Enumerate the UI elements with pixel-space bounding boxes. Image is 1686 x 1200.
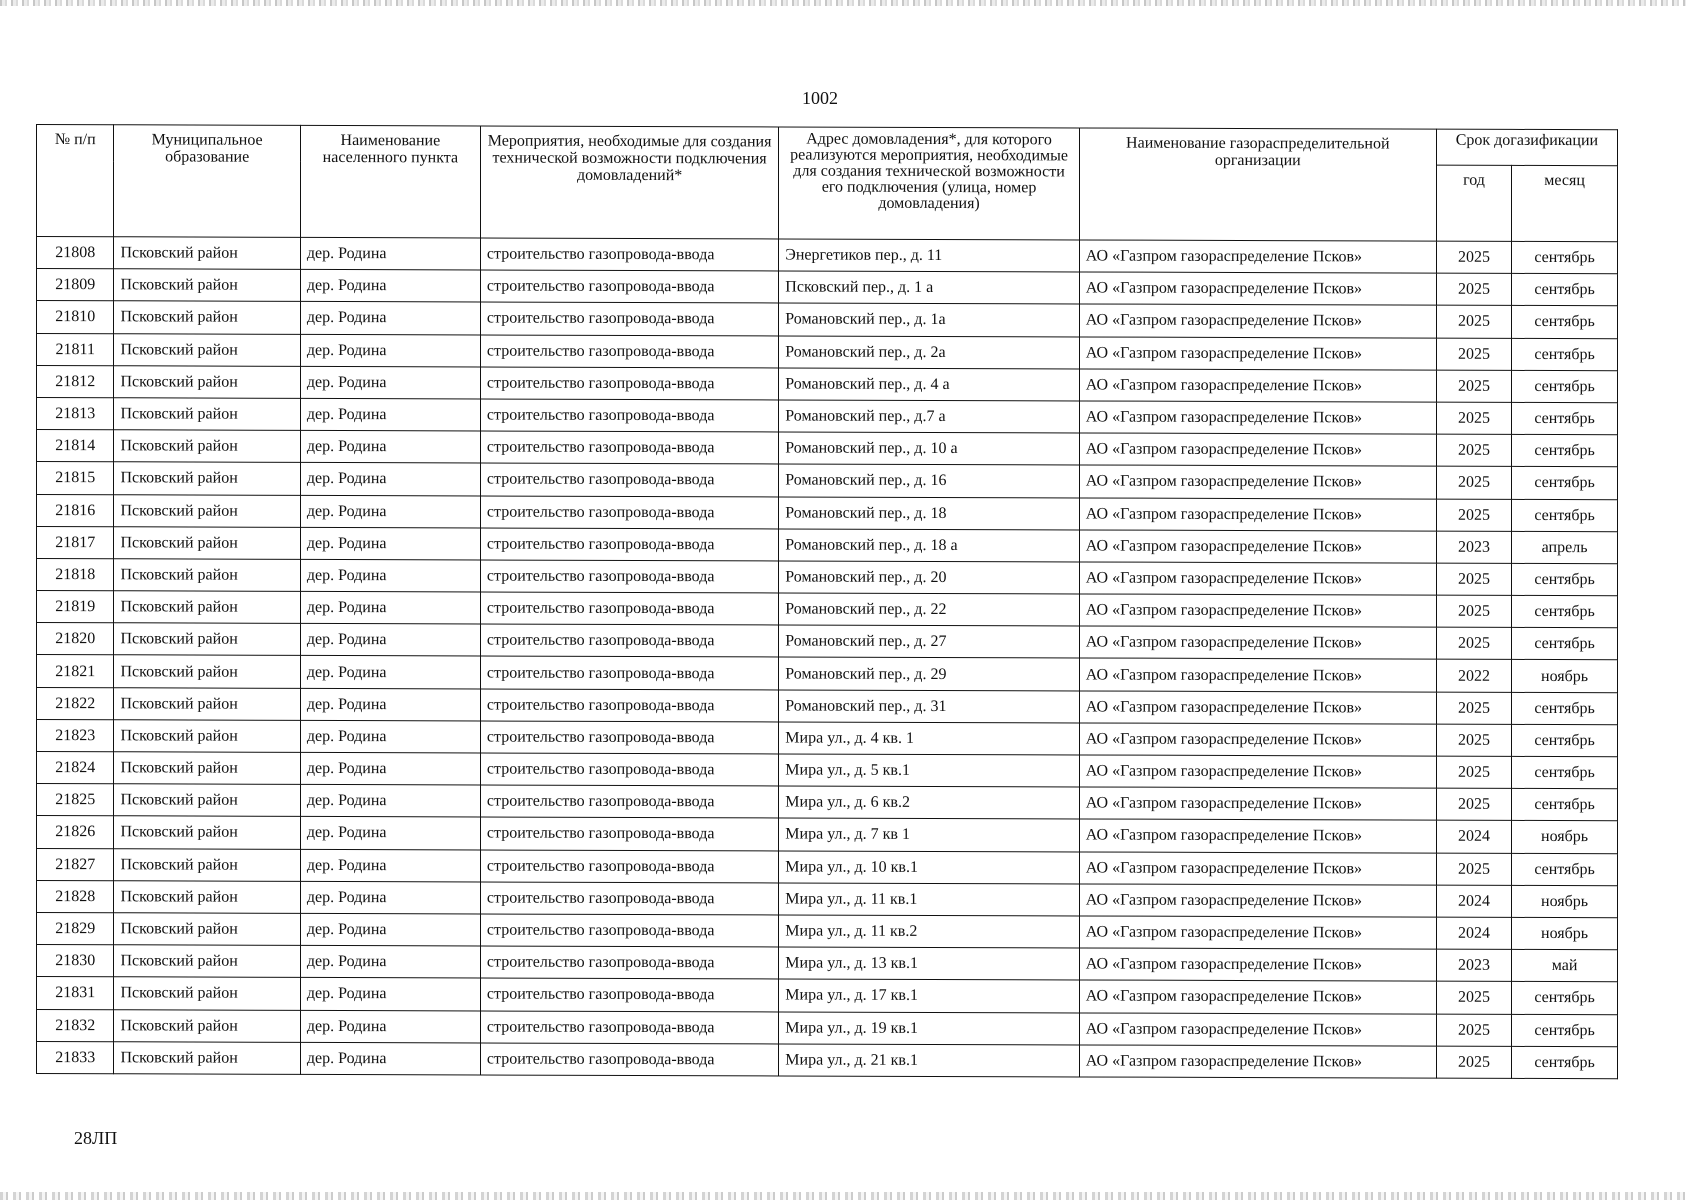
table-row [37,945,1618,982]
address-cell: Мира ул., д. 21 кв.1 [779,1044,1079,1077]
measure-cell: строительство газопровода-ввода [480,238,778,271]
municipality-cell: Псковский район [114,1041,300,1074]
year-cell: 2023 [1436,531,1511,563]
row-number: 21827 [37,848,114,880]
measure-cell: строительство газопровода-ввода [480,302,778,335]
address-cell: Романовский пер., д. 29 [779,657,1079,690]
organization-cell: АО «Газпром газораспределение Псков» [1079,497,1436,530]
measure-cell: строительство газопровода-ввода [480,946,778,979]
header-term: Срок догазификации [1436,129,1617,166]
address-cell: Мира ул., д. 5 кв.1 [779,754,1079,787]
row-number: 21828 [37,880,114,912]
month-cell: ноябрь [1512,917,1618,950]
organization-cell: АО «Газпром газораспределение Псков» [1079,240,1436,273]
address-cell: Мира ул., д. 13 кв.1 [779,947,1079,980]
settlement-cell: дер. Родина [300,946,480,979]
table-row [37,1009,1618,1046]
organization-cell: АО «Газпром газораспределение Псков» [1079,819,1436,852]
month-cell: сентябрь [1512,435,1618,468]
month-cell: сентябрь [1512,1046,1618,1079]
month-cell: ноябрь [1512,660,1618,693]
year-cell: 2025 [1436,853,1511,885]
organization-cell: АО «Газпром газораспределение Псков» [1079,948,1436,981]
table-row [37,687,1618,724]
address-cell: Мира ул., д. 10 кв.1 [779,851,1079,884]
table-row [37,333,1618,370]
row-number: 21811 [37,333,114,365]
measure-cell: строительство газопровода-ввода [480,592,778,625]
organization-cell: АО «Газпром газораспределение Псков» [1079,594,1436,627]
page-number: 1002 [802,88,838,108]
header-address: Адрес домовладения*, для которого реализуются мероприятия, необходимые для создания технической возможности его подключения (улица, номер домовладения) [779,127,1079,240]
year-cell: 2025 [1436,1046,1511,1078]
measure-cell: строительство газопровода-ввода [480,560,778,593]
settlement-cell: дер. Родина [300,688,480,721]
measure-cell: строительство газопровода-ввода [480,689,778,722]
month-cell: сентябрь [1512,563,1618,596]
month-cell: сентябрь [1512,789,1618,822]
settlement-cell: дер. Родина [300,913,480,946]
row-number: 21832 [37,1009,114,1041]
organization-cell: АО «Газпром газораспределение Псков» [1079,433,1436,466]
row-number: 21823 [37,719,114,751]
address-cell: Романовский пер., д. 20 [779,561,1079,594]
table-row [37,558,1618,595]
municipality-cell: Псковский район [114,752,300,785]
month-cell: сентябрь [1512,692,1618,725]
municipality-cell: Псковский район [114,687,300,720]
row-number: 21822 [37,687,114,719]
organization-cell: АО «Газпром газораспределение Псков» [1079,755,1436,788]
footer-code: 28ЛП [74,1128,118,1148]
address-cell: Мира ул., д. 19 кв.1 [779,1011,1079,1044]
measure-cell: строительство газопровода-ввода [480,335,778,368]
year-cell: 2025 [1436,434,1511,466]
organization-cell: АО «Газпром газораспределение Псков» [1079,530,1436,563]
year-cell: 2025 [1436,981,1511,1013]
organization-cell: АО «Газпром газораспределение Псков» [1079,691,1436,724]
month-cell: сентябрь [1512,370,1618,403]
month-cell: сентябрь [1512,595,1618,628]
row-number: 21813 [37,397,114,429]
table-row [37,397,1618,434]
year-cell: 2025 [1436,499,1511,531]
measure-cell: строительство газопровода-ввода [480,399,778,432]
header-year: год [1436,165,1511,241]
settlement-cell: дер. Родина [300,624,480,657]
month-cell: сентябрь [1512,499,1618,532]
settlement-cell: дер. Родина [300,463,480,496]
measure-cell: строительство газопровода-ввода [480,721,778,754]
table-row [37,1041,1618,1078]
organization-cell: АО «Газпром газораспределение Псков» [1079,723,1436,756]
organization-cell: АО «Газпром газораспределение Псков» [1079,369,1436,402]
measure-cell: строительство газопровода-ввода [480,463,778,496]
table-row [37,816,1618,853]
table-row [37,784,1618,821]
measure-cell: строительство газопровода-ввода [480,978,778,1011]
municipality-cell: Псковский район [114,848,300,881]
row-number: 21816 [37,494,114,526]
row-number: 21812 [37,365,114,397]
year-cell: 2025 [1436,595,1511,627]
municipality-cell: Псковский район [114,720,300,753]
address-cell: Романовский пер., д.7 а [779,400,1079,433]
year-cell: 2025 [1436,338,1511,370]
row-number: 21831 [37,977,114,1009]
address-cell: Мира ул., д. 11 кв.2 [779,915,1079,948]
settlement-cell: дер. Родина [300,270,480,303]
table-row [37,462,1618,499]
month-cell: сентябрь [1512,306,1618,339]
municipality-cell: Псковский район [114,623,300,656]
table-row [37,848,1618,885]
settlement-cell: дер. Родина [300,849,480,882]
table-header [37,125,1618,242]
measure-cell: строительство газопровода-ввода [480,817,778,850]
settlement-cell: дер. Родина [300,881,480,914]
measure-cell: строительство газопровода-ввода [480,914,778,947]
year-cell: 2025 [1436,241,1511,273]
month-cell: сентябрь [1512,756,1618,789]
row-number: 21820 [37,623,114,655]
measure-cell: строительство газопровода-ввода [480,785,778,818]
row-number: 21815 [37,462,114,494]
address-cell: Мира ул., д. 4 кв. 1 [779,722,1079,755]
year-cell: 2025 [1436,788,1511,820]
header-num: № п/п [37,125,114,237]
settlement-cell: дер. Родина [300,591,480,624]
organization-cell: АО «Газпром газораспределение Псков» [1079,980,1436,1013]
header-organization: Наименование газораспределительной организации [1079,128,1436,241]
municipality-cell: Псковский район [114,816,300,849]
municipality-cell: Псковский район [114,366,300,399]
table-body [37,237,1618,1079]
organization-cell: АО «Газпром газораспределение Псков» [1079,658,1436,691]
table-row [37,623,1618,660]
settlement-cell: дер. Родина [300,366,480,399]
table-row [37,752,1618,789]
month-cell: сентябрь [1512,338,1618,371]
organization-cell: АО «Газпром газораспределение Псков» [1079,465,1436,498]
address-cell: Романовский пер., д. 18 а [779,529,1079,562]
year-cell: 2025 [1436,1014,1511,1046]
municipality-cell: Псковский район [114,333,300,366]
municipality-cell: Псковский район [114,591,300,624]
settlement-cell: дер. Родина [300,720,480,753]
table-row [37,591,1618,628]
municipality-cell: Псковский район [114,269,300,302]
table-row [37,430,1618,467]
row-number: 21829 [37,912,114,944]
settlement-cell: дер. Родина [300,752,480,785]
municipality-cell: Псковский район [114,977,300,1010]
settlement-cell: дер. Родина [300,334,480,367]
year-cell: 2025 [1436,756,1511,788]
settlement-cell: дер. Родина [300,1010,480,1043]
municipality-cell: Псковский район [114,462,300,495]
row-number: 21824 [37,752,114,784]
table-row [37,269,1618,306]
measure-cell: строительство газопровода-ввода [480,367,778,400]
organization-cell: АО «Газпром газораспределение Псков» [1079,626,1436,659]
municipality-cell: Псковский район [114,881,300,914]
municipality-cell: Псковский район [114,1009,300,1042]
month-cell: сентябрь [1512,241,1618,274]
address-cell: Мира ул., д. 11 кв.1 [779,883,1079,916]
table-row [37,719,1618,756]
organization-cell: АО «Газпром газораспределение Псков» [1079,884,1436,917]
measure-cell: строительство газопровода-ввода [480,656,778,689]
table-row [37,494,1618,531]
year-cell: 2024 [1436,885,1511,917]
scan-edge-bottom [0,1192,1686,1200]
measure-cell: строительство газопровода-ввода [480,753,778,786]
measure-cell: строительство газопровода-ввода [480,270,778,303]
organization-cell: АО «Газпром газораспределение Псков» [1079,304,1436,337]
organization-cell: АО «Газпром газораспределение Псков» [1079,787,1436,820]
year-cell: 2025 [1436,370,1511,402]
address-cell: Энергетиков пер., д. 11 [779,239,1079,272]
settlement-cell: дер. Родина [300,785,480,818]
row-number: 21814 [37,430,114,462]
table-row [37,655,1618,692]
year-cell: 2024 [1436,917,1511,949]
address-cell: Псковский пер., д. 1 а [779,271,1079,304]
month-cell: апрель [1512,531,1618,564]
row-number: 21819 [37,591,114,623]
organization-cell: АО «Газпром газораспределение Псков» [1079,852,1436,885]
address-cell: Романовский пер., д. 1а [779,303,1079,336]
row-number: 21833 [37,1041,114,1073]
year-cell: 2025 [1436,724,1511,756]
measure-cell: строительство газопровода-ввода [480,528,778,561]
municipality-cell: Псковский район [114,494,300,527]
organization-cell: АО «Газпром газораспределение Псков» [1079,401,1436,434]
settlement-cell: дер. Родина [300,978,480,1011]
measure-cell: строительство газопровода-ввода [480,1043,778,1076]
address-cell: Романовский пер., д. 2а [779,336,1079,369]
organization-cell: АО «Газпром газораспределение Псков» [1079,1045,1436,1078]
municipality-cell: Псковский район [114,559,300,592]
month-cell: сентябрь [1512,1014,1618,1047]
municipality-cell: Псковский район [114,784,300,817]
organization-cell: АО «Газпром газораспределение Псков» [1079,337,1436,370]
year-cell: 2025 [1436,466,1511,498]
year-cell: 2022 [1436,660,1511,692]
row-number: 21830 [37,945,114,977]
year-cell: 2024 [1436,821,1511,853]
year-cell: 2025 [1436,563,1511,595]
address-cell: Романовский пер., д. 16 [779,464,1079,497]
gasification-table [36,124,1618,1079]
measure-cell: строительство газопровода-ввода [480,624,778,657]
table-row [37,237,1618,274]
row-number: 21817 [37,526,114,558]
month-cell: май [1512,950,1618,983]
organization-cell: АО «Газпром газораспределение Псков» [1079,916,1436,949]
year-cell: 2025 [1436,402,1511,434]
table-row [37,912,1618,949]
organization-cell: АО «Газпром газораспределение Псков» [1079,272,1436,305]
measure-cell: строительство газопровода-ввода [480,495,778,528]
municipality-cell: Псковский район [114,913,300,946]
measure-cell: строительство газопровода-ввода [480,431,778,464]
row-number: 21810 [37,301,114,333]
table-row [37,301,1618,338]
scan-edge-top [0,0,1686,6]
address-cell: Романовский пер., д. 31 [779,690,1079,723]
month-cell: сентябрь [1512,853,1618,886]
address-cell: Романовский пер., д. 18 [779,496,1079,529]
organization-cell: АО «Газпром газораспределение Псков» [1079,562,1436,595]
address-cell: Мира ул., д. 17 кв.1 [779,979,1079,1012]
municipality-cell: Псковский район [114,526,300,559]
measure-cell: строительство газопровода-ввода [480,1010,778,1043]
header-settlement: Наименование населенного пункта [300,125,480,238]
row-number: 21808 [37,237,114,269]
year-cell: 2025 [1436,692,1511,724]
municipality-cell: Псковский район [114,945,300,978]
row-number: 21826 [37,816,114,848]
municipality-cell: Псковский район [114,655,300,688]
month-cell: сентябрь [1512,402,1618,435]
organization-cell: АО «Газпром газораспределение Псков» [1079,1012,1436,1045]
settlement-cell: дер. Родина [300,817,480,850]
row-number: 21818 [37,558,114,590]
settlement-cell: дер. Родина [300,398,480,431]
year-cell: 2023 [1436,949,1511,981]
address-cell: Мира ул., д. 7 кв 1 [779,818,1079,851]
settlement-cell: дер. Родина [300,1042,480,1075]
month-cell: сентябрь [1512,982,1618,1015]
month-cell: сентябрь [1512,274,1618,307]
settlement-cell: дер. Родина [300,527,480,560]
address-cell: Романовский пер., д. 4 а [779,368,1079,401]
settlement-cell: дер. Родина [300,495,480,528]
year-cell: 2025 [1436,627,1511,659]
month-cell: сентябрь [1512,467,1618,500]
address-cell: Романовский пер., д. 27 [779,625,1079,658]
settlement-cell: дер. Родина [300,656,480,689]
header-measures: Мероприятия, необходимые для создания технической возможности подключения домовладений* [480,126,778,239]
table-row [37,977,1618,1014]
table-row [37,365,1618,402]
table-row [37,880,1618,917]
row-number: 21821 [37,655,114,687]
row-number: 21825 [37,784,114,816]
municipality-cell: Псковский район [114,237,300,270]
header-municipality: Муниципальное образование [114,125,300,238]
year-cell: 2025 [1436,273,1511,305]
municipality-cell: Псковский район [114,430,300,463]
municipality-cell: Псковский район [114,398,300,431]
settlement-cell: дер. Родина [300,302,480,335]
settlement-cell: дер. Родина [300,431,480,464]
year-cell: 2025 [1436,306,1511,338]
address-cell: Романовский пер., д. 10 а [779,432,1079,465]
table-row [37,526,1618,563]
measure-cell: строительство газопровода-ввода [480,850,778,883]
address-cell: Мира ул., д. 6 кв.2 [779,786,1079,819]
header-month: месяц [1512,165,1618,241]
measure-cell: строительство газопровода-ввода [480,882,778,915]
row-number: 21809 [37,269,114,301]
municipality-cell: Псковский район [114,301,300,334]
month-cell: ноябрь [1512,885,1618,918]
settlement-cell: дер. Родина [300,559,480,592]
month-cell: сентябрь [1512,724,1618,757]
address-cell: Романовский пер., д. 22 [779,593,1079,626]
settlement-cell: дер. Родина [300,237,480,270]
month-cell: ноябрь [1512,821,1618,854]
month-cell: сентябрь [1512,628,1618,661]
